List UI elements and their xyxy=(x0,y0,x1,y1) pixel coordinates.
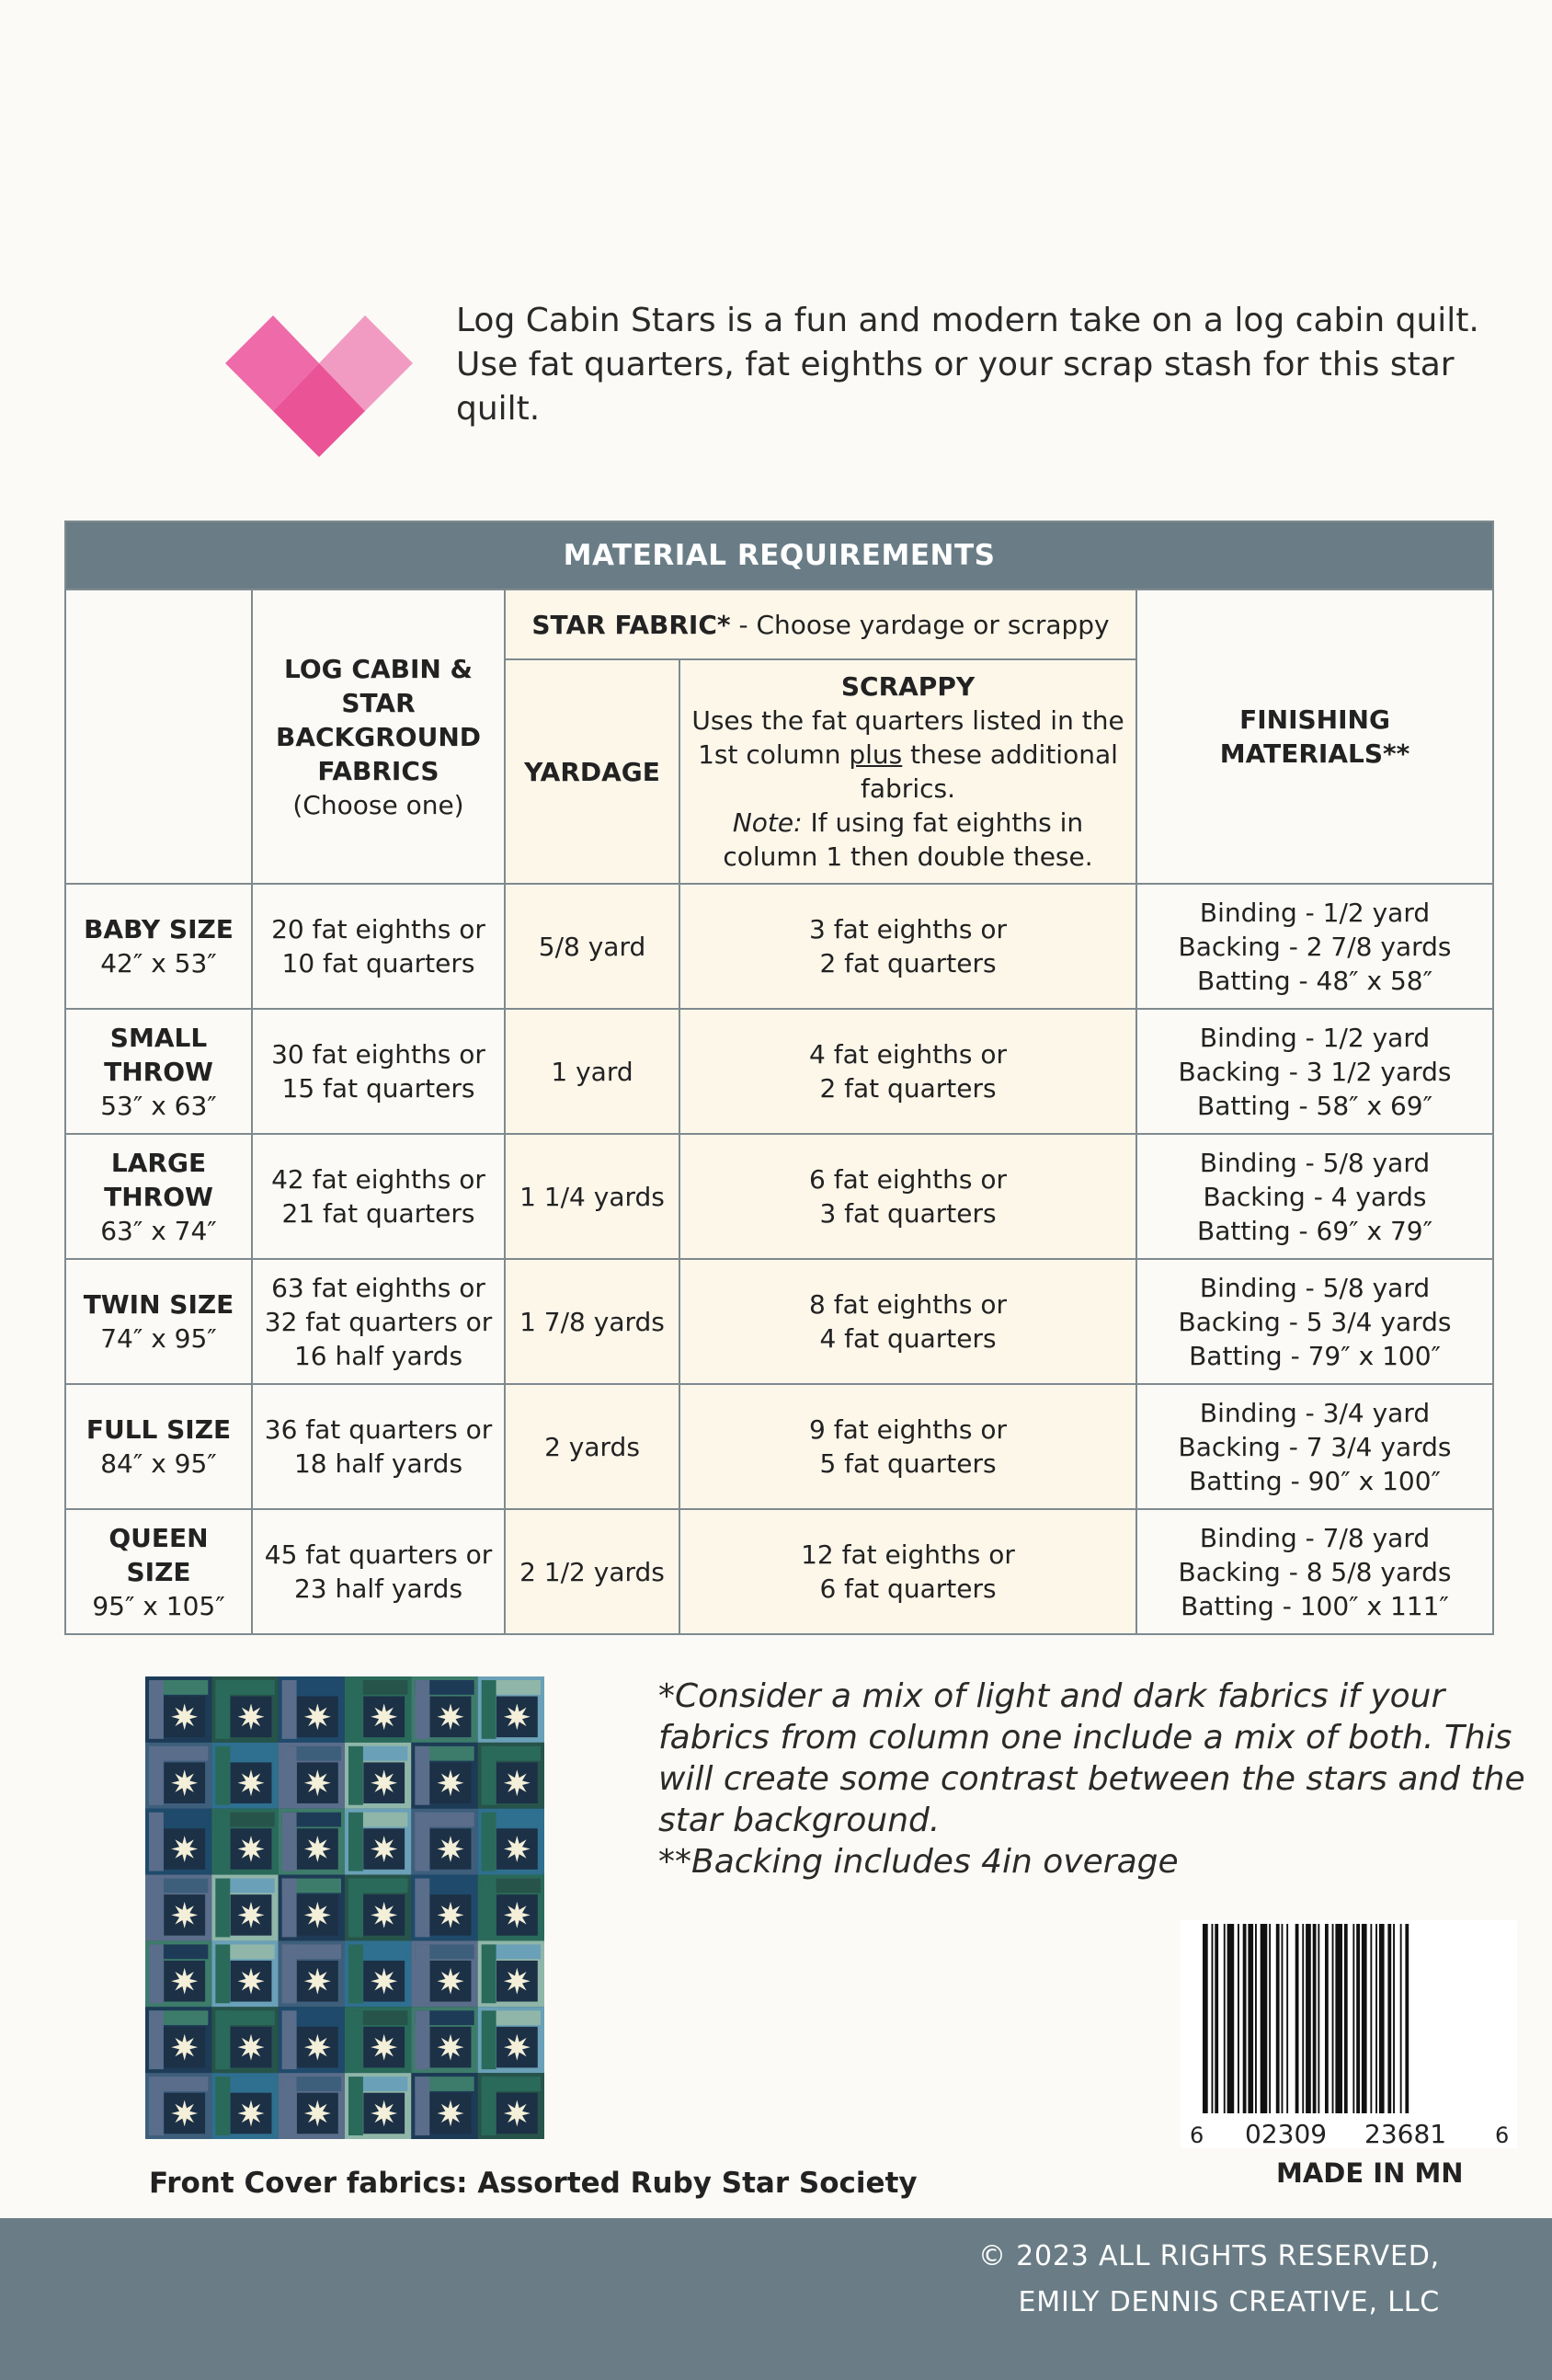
size-cell xyxy=(65,1009,252,1134)
table-row xyxy=(65,1384,1493,1509)
finishing-line: Batting - 100″ x 111″ xyxy=(1181,1590,1449,1621)
finishing-line: Backing - 4 yards xyxy=(1203,1181,1427,1212)
size-cell xyxy=(65,1509,252,1634)
finishing-line: Backing - 3 1/2 yards xyxy=(1178,1056,1452,1087)
background-line: 42 fat eighths or xyxy=(271,1164,485,1195)
table-row xyxy=(65,1134,1493,1259)
material-requirements-table xyxy=(64,521,1494,1635)
finishing-line: Backing - 2 7/8 yards xyxy=(1178,931,1452,962)
size-dims: 84″ x 95″ xyxy=(100,1448,217,1479)
background-line: 16 half yards xyxy=(293,1340,463,1371)
size-dims: 53″ x 63″ xyxy=(100,1090,217,1121)
star-fabric-sub: - Choose yardage or scrappy xyxy=(730,609,1110,640)
finishing-line: Batting - 58″ x 69″ xyxy=(1196,1090,1433,1121)
scrappy-line: 2 fat quarters xyxy=(819,1073,997,1104)
scrappy-desc-1: Uses the fat quarters listed in the 1st column xyxy=(691,705,1124,770)
barcode-left-digit: 6 xyxy=(1190,2123,1204,2148)
background-cell xyxy=(252,884,505,1009)
finishing-line: Binding - 3/4 yard xyxy=(1199,1397,1431,1428)
background-cell xyxy=(252,1509,505,1634)
finishing-line: Batting - 69″ x 79″ xyxy=(1196,1215,1433,1246)
scrappy-cell xyxy=(679,1259,1136,1384)
scrappy-line: 3 fat quarters xyxy=(819,1198,997,1229)
size-cell xyxy=(65,1134,252,1259)
finishing-line: Batting - 48″ x 58″ xyxy=(1196,965,1433,996)
table-row xyxy=(65,1009,1493,1134)
background-cell xyxy=(252,1134,505,1259)
scrappy-desc-2: these additional fabrics. xyxy=(861,739,1118,804)
table-row xyxy=(65,1259,1493,1384)
background-cell xyxy=(252,1384,505,1509)
finishing-line: Binding - 1/2 yard xyxy=(1199,897,1431,928)
barcode-group-1: 02309 xyxy=(1245,2119,1328,2148)
background-line: 20 fat eighths or xyxy=(271,914,485,944)
scrappy-note-label: Note: xyxy=(732,807,803,838)
finishing-line: Binding - 1/2 yard xyxy=(1199,1022,1431,1053)
size-cell xyxy=(65,884,252,1009)
scrappy-line: 2 fat quarters xyxy=(819,948,997,978)
finishing-cell xyxy=(1136,1134,1493,1259)
background-line: 21 fat quarters xyxy=(281,1198,475,1229)
finishing-line: Binding - 5/8 yard xyxy=(1199,1147,1431,1178)
size-cell xyxy=(65,1384,252,1509)
cover-caption: Front Cover fabrics: Assorted Ruby Star Society xyxy=(149,2167,918,2200)
finishing-line: Binding - 5/8 yard xyxy=(1199,1272,1431,1303)
yardage-cell: 1 yard xyxy=(505,1009,679,1134)
finishing-line: Batting - 90″ x 100″ xyxy=(1189,1465,1441,1496)
finishing-line: Backing - 7 3/4 yards xyxy=(1178,1431,1452,1462)
background-line: 10 fat quarters xyxy=(281,948,475,978)
scrappy-cell xyxy=(679,1009,1136,1134)
star-fabric-title: STAR FABRIC* xyxy=(531,609,731,640)
background-line: 32 fat quarters or xyxy=(264,1306,493,1337)
note-backing: **Backing includes 4in overage xyxy=(658,1843,1179,1881)
size-label: SMALL THROW xyxy=(104,1022,213,1087)
scrappy-cell xyxy=(679,1134,1136,1259)
finishing-line: Backing - 5 3/4 yards xyxy=(1178,1306,1452,1337)
background-line: 30 fat eighths or xyxy=(271,1039,485,1070)
barcode xyxy=(1181,1920,1517,2148)
quilt-cover-image xyxy=(145,1676,544,2139)
background-fabrics-header xyxy=(252,589,505,884)
barcode-right-digit: 6 xyxy=(1495,2123,1510,2148)
background-cell xyxy=(252,1259,505,1384)
footer xyxy=(0,2218,1552,2380)
background-cell xyxy=(252,1009,505,1134)
scrappy-line: 12 fat eighths or xyxy=(801,1539,1015,1570)
background-line: 15 fat quarters xyxy=(281,1073,475,1104)
size-label: TWIN SIZE xyxy=(83,1289,234,1320)
background-line: 45 fat quarters or xyxy=(264,1539,493,1570)
scrappy-line: 8 fat eighths or xyxy=(809,1289,1007,1320)
size-dims: 95″ x 105″ xyxy=(92,1590,225,1621)
yardage-cell: 1 1/4 yards xyxy=(505,1134,679,1259)
table-row xyxy=(65,884,1493,1009)
note-contrast: *Consider a mix of light and dark fabrics if your fabrics from column one include a mix of both. This will create some contrast between the stars and the star background. xyxy=(658,1677,1525,1839)
scrappy-line: 4 fat eighths or xyxy=(809,1039,1007,1070)
yardage-cell: 1 7/8 yards xyxy=(505,1259,679,1384)
background-fabrics-sub: (Choose one) xyxy=(292,789,464,820)
copyright-line: © 2023 ALL RIGHTS RESERVED, xyxy=(977,2240,1440,2272)
scrappy-line: 6 fat eighths or xyxy=(809,1164,1007,1195)
finishing-title: FINISHING MATERIALS** xyxy=(1219,704,1410,769)
finishing-cell xyxy=(1136,1509,1493,1634)
scrappy-line: 4 fat quarters xyxy=(819,1323,997,1354)
yardage-cell: 2 yards xyxy=(505,1384,679,1509)
background-line: 18 half yards xyxy=(293,1448,463,1479)
scrappy-header xyxy=(679,659,1136,884)
intro-text: Log Cabin Stars is a fun and modern take on a log cabin quilt. Use fat quarters, fat eighths or your scrap stash for this star quilt. xyxy=(456,302,1479,428)
scrappy-cell xyxy=(679,1509,1136,1634)
finishing-cell xyxy=(1136,1384,1493,1509)
finishing-header xyxy=(1136,589,1493,884)
star-fabric-header xyxy=(505,589,1136,659)
background-fabrics-title: LOG CABIN & STAR BACKGROUND FABRICS xyxy=(275,653,481,786)
scrappy-line: 3 fat eighths or xyxy=(809,914,1007,944)
notes xyxy=(658,1676,1532,1882)
table-title: MATERIAL REQUIREMENTS xyxy=(65,521,1493,589)
heart-logo-icon xyxy=(225,315,413,457)
finishing-line: Binding - 7/8 yard xyxy=(1199,1522,1431,1553)
background-line: 63 fat eighths or xyxy=(271,1272,485,1303)
size-label: QUEEN SIZE xyxy=(108,1522,209,1587)
scrappy-title: SCRAPPY xyxy=(840,671,976,702)
size-cell xyxy=(65,1259,252,1384)
size-dims: 42″ x 53″ xyxy=(100,948,217,978)
company-line: EMILY DENNIS CREATIVE, LLC xyxy=(1018,2286,1440,2318)
size-label: BABY SIZE xyxy=(84,914,234,944)
yardage-header: YARDAGE xyxy=(505,659,679,884)
finishing-line: Batting - 79″ x 100″ xyxy=(1189,1340,1441,1371)
finishing-cell xyxy=(1136,1009,1493,1134)
finishing-cell xyxy=(1136,1259,1493,1384)
made-in-label: MADE IN MN xyxy=(1276,2157,1464,2189)
finishing-cell xyxy=(1136,884,1493,1009)
barcode-group-2: 23681 xyxy=(1364,2119,1447,2148)
empty-corner-cell xyxy=(65,589,252,884)
scrappy-note: If using fat eighths in column 1 then double these. xyxy=(723,807,1093,872)
table-row xyxy=(65,1509,1493,1634)
scrappy-plus: plus xyxy=(849,739,903,770)
scrappy-line: 6 fat quarters xyxy=(819,1573,997,1604)
size-dims: 63″ x 74″ xyxy=(100,1215,217,1246)
scrappy-line: 9 fat eighths or xyxy=(809,1414,1007,1445)
background-line: 23 half yards xyxy=(293,1573,463,1604)
finishing-line: Backing - 8 5/8 yards xyxy=(1178,1556,1452,1587)
size-dims: 74″ x 95″ xyxy=(100,1323,217,1354)
yardage-cell: 5/8 yard xyxy=(505,884,679,1009)
size-label: LARGE THROW xyxy=(104,1147,213,1212)
size-label: FULL SIZE xyxy=(86,1414,232,1445)
scrappy-cell xyxy=(679,1384,1136,1509)
background-line: 36 fat quarters or xyxy=(264,1414,493,1445)
barcode-icon xyxy=(1181,1920,1517,2148)
scrappy-line: 5 fat quarters xyxy=(819,1448,997,1479)
scrappy-cell xyxy=(679,884,1136,1009)
yardage-cell: 2 1/2 yards xyxy=(505,1509,679,1634)
